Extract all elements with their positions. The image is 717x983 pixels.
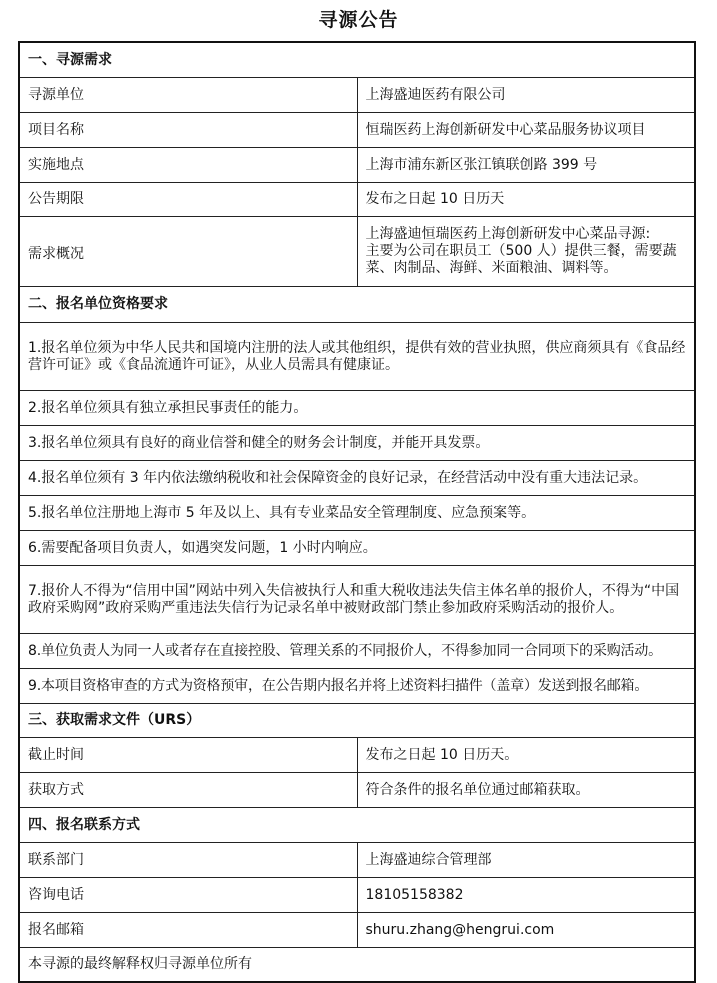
field-label: 咨询电话: [19, 878, 357, 913]
field-label: 项目名称: [19, 113, 357, 148]
requirement-item: 8.单位负责人为同一人或者存在直接控股、管理关系的不同报价人，不得参加同一合同项下的采购活动。: [19, 634, 695, 669]
page-title: 寻源公告: [318, 9, 399, 31]
table-row: [19, 878, 695, 913]
overview-line: 上海盛迪恒瑞医药上海创新研发中心菜品寻源:: [365, 226, 651, 242]
phone-value: 18105158382: [357, 878, 695, 913]
announcement-table: [18, 41, 696, 983]
requirement-item: 6.需要配备项目负责人，如遇突发问题，1 小时内响应。: [19, 531, 695, 566]
overview-value: [357, 217, 695, 287]
requirement-item: 1.报名单位须为中华人民共和国境内注册的法人或其他组织，提供有效的营业执照，供应商须具有《食品经营许可证》或《食品流通许可证》，从业人员需具有健康证。: [19, 323, 695, 391]
field-label: 寻源单位: [19, 78, 357, 113]
table-row: [19, 217, 695, 287]
table-row: [19, 843, 695, 878]
table-row: [19, 913, 695, 948]
requirement-item: 4.报名单位须有 3 年内依法缴纳税收和社会保障资金的良好记录，在经营活动中没有重大违法记录。: [19, 461, 695, 496]
footer-row: [19, 948, 695, 983]
section-1-header: 一、寻源需求: [19, 42, 695, 78]
requirement-item: 7.报价人不得为“信用中国”网站中列入失信被执行人和重大税收违法失信主体名单的报价人，不得为“中国政府采购网”政府采购严重违法失信行为记录名单中被财政部门禁止参加政府采购活动的报价人。: [19, 566, 695, 634]
section-4-header: 四、报名联系方式: [19, 808, 695, 843]
footer-note: 本寻源的最终解释权归寻源单位所有: [19, 948, 695, 983]
field-label: 公告期限: [19, 183, 357, 217]
table-row: [19, 566, 695, 634]
section-2-header: 二、报名单位资格要求: [19, 287, 695, 323]
table-row: [19, 78, 695, 113]
section-header-row: [19, 42, 695, 78]
field-value: 发布之日起 10 日历天: [357, 183, 695, 217]
overview-line: 主要为公司在职员工（500 人）提供三餐，需要蔬菜、肉制品、海鲜、米面粮油、调料等。: [365, 243, 677, 276]
table-row: [19, 773, 695, 808]
table-row: [19, 426, 695, 461]
section-header-row: [19, 287, 695, 323]
field-value: 符合条件的报名单位通过邮箱获取。: [357, 773, 695, 808]
table-row: [19, 323, 695, 391]
table-row: [19, 669, 695, 704]
requirement-item: 5.报名单位注册地上海市 5 年及以上、具有专业菜品安全管理制度、应急预案等。: [19, 496, 695, 531]
table-row: [19, 148, 695, 183]
field-label: 截止时间: [19, 738, 357, 773]
section-header-row: [19, 808, 695, 843]
field-label: 实施地点: [19, 148, 357, 183]
table-row: [19, 391, 695, 426]
table-row: [19, 183, 695, 217]
field-label: 需求概况: [19, 217, 357, 287]
table-row: [19, 634, 695, 669]
requirement-item: 2.报名单位须具有独立承担民事责任的能力。: [19, 391, 695, 426]
table-row: [19, 738, 695, 773]
field-value: 上海盛迪综合管理部: [357, 843, 695, 878]
field-label: 联系部门: [19, 843, 357, 878]
field-value: 恒瑞医药上海创新研发中心菜品服务协议项目: [357, 113, 695, 148]
section-3-header: 三、获取需求文件（URS）: [19, 704, 695, 738]
field-value: 上海盛迪医药有限公司: [357, 78, 695, 113]
table-row: [19, 461, 695, 496]
field-label: 获取方式: [19, 773, 357, 808]
table-row: [19, 113, 695, 148]
email-value: shuru.zhang@hengrui.com: [357, 913, 695, 948]
field-label: 报名邮箱: [19, 913, 357, 948]
table-row: [19, 531, 695, 566]
field-value: 上海市浦东新区张江镇联创路 399 号: [357, 148, 695, 183]
requirement-item: 9.本项目资格审查的方式为资格预审，在公告期内报名并将上述资料扫描件（盖章）发送到报名邮箱。: [19, 669, 695, 704]
requirement-item: 3.报名单位须具有良好的商业信誉和健全的财务会计制度，并能开具发票。: [19, 426, 695, 461]
table-row: [19, 496, 695, 531]
section-header-row: [19, 704, 695, 738]
field-value: 发布之日起 10 日历天。: [357, 738, 695, 773]
